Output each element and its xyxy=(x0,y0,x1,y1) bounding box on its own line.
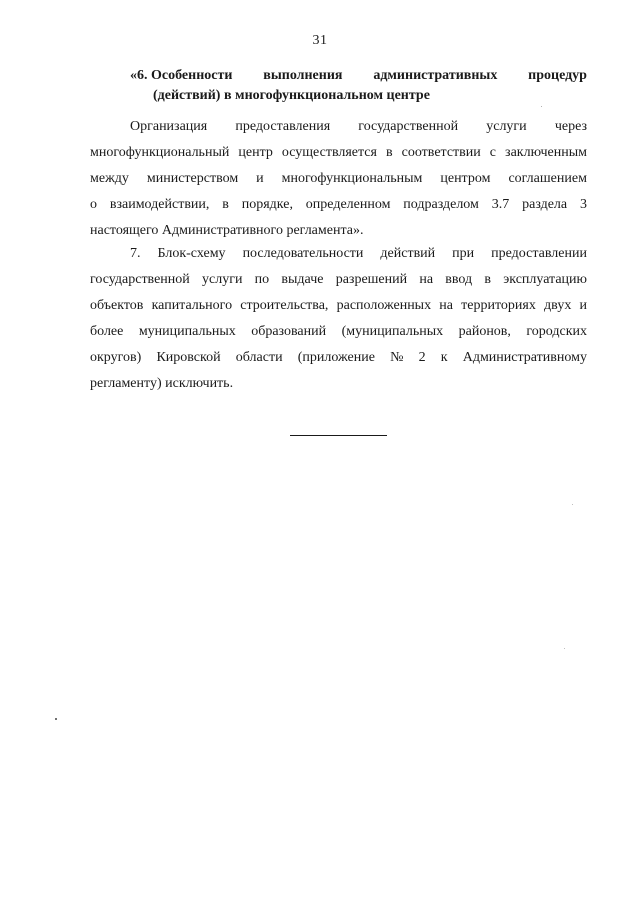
scan-speck xyxy=(55,718,57,720)
text-line xyxy=(90,293,587,319)
word: (приложение xyxy=(297,350,375,365)
end-separator-line xyxy=(290,435,387,436)
word: области xyxy=(235,350,283,365)
line-text: государственной услуги по выдаче разрешений на ввод в эксплуатацию xyxy=(90,272,587,287)
word: между xyxy=(90,171,129,186)
line-text: многофункциональный центр осуществляется в соответствии с заключенным xyxy=(90,145,587,160)
word: районов, xyxy=(458,324,511,339)
word: округов) xyxy=(90,350,142,365)
section-heading xyxy=(130,66,587,106)
word: (муниципальных xyxy=(341,324,444,339)
word: Кировской xyxy=(156,350,221,365)
text-line xyxy=(90,140,587,166)
line-text: регламенту) исключить. xyxy=(90,376,234,391)
word: 7. xyxy=(130,246,141,261)
word: действий xyxy=(380,246,436,261)
section-heading-line-2: (действий) в многофункциональном центре xyxy=(153,88,430,103)
word: при xyxy=(452,246,475,261)
text-line xyxy=(90,267,587,293)
word: Административному xyxy=(462,350,587,365)
word: государственной xyxy=(358,119,459,134)
text-line xyxy=(90,166,587,192)
text-line xyxy=(90,345,587,371)
word: предоставлении xyxy=(491,246,587,261)
word: услуги xyxy=(486,119,527,134)
paragraph-2 xyxy=(90,241,587,397)
word: Блок-схему xyxy=(157,246,226,261)
word: предоставления xyxy=(235,119,331,134)
word: многофункциональным xyxy=(281,171,423,186)
scan-speck xyxy=(541,106,542,107)
word: Организация xyxy=(130,119,208,134)
word: более xyxy=(90,324,124,339)
word: 2 xyxy=(418,350,426,365)
heading-word: административных xyxy=(373,68,498,83)
word: через xyxy=(554,119,587,134)
page-number: 31 xyxy=(312,33,328,48)
text-line xyxy=(90,371,587,397)
section-heading-line-1 xyxy=(130,66,587,86)
line-text: объектов капитального строительства, расположенных на территориях двух и xyxy=(90,298,587,313)
text-line xyxy=(90,241,587,267)
heading-word: процедур xyxy=(528,68,587,83)
paragraph-1 xyxy=(90,114,587,244)
word: министерством xyxy=(146,171,239,186)
word: и xyxy=(256,171,264,186)
word: последовательности xyxy=(242,246,364,261)
word: городских xyxy=(526,324,587,339)
scan-speck xyxy=(564,648,565,649)
text-line xyxy=(90,192,587,218)
word: центром xyxy=(440,171,491,186)
line-text: настоящего Административного регламента». xyxy=(90,223,364,238)
word: муниципальных xyxy=(138,324,236,339)
text-line xyxy=(90,114,587,140)
scan-speck xyxy=(572,504,573,505)
text-line xyxy=(90,319,587,345)
word: соглашением xyxy=(508,171,587,186)
word: образований xyxy=(251,324,327,339)
heading-word: выполнения xyxy=(263,68,343,83)
word: к xyxy=(440,350,448,365)
line-text: о взаимодействии, в порядке, определенном подразделом 3.7 раздела 3 xyxy=(90,197,587,212)
word: № xyxy=(390,350,404,365)
heading-word: «6. Особенности xyxy=(130,68,233,83)
